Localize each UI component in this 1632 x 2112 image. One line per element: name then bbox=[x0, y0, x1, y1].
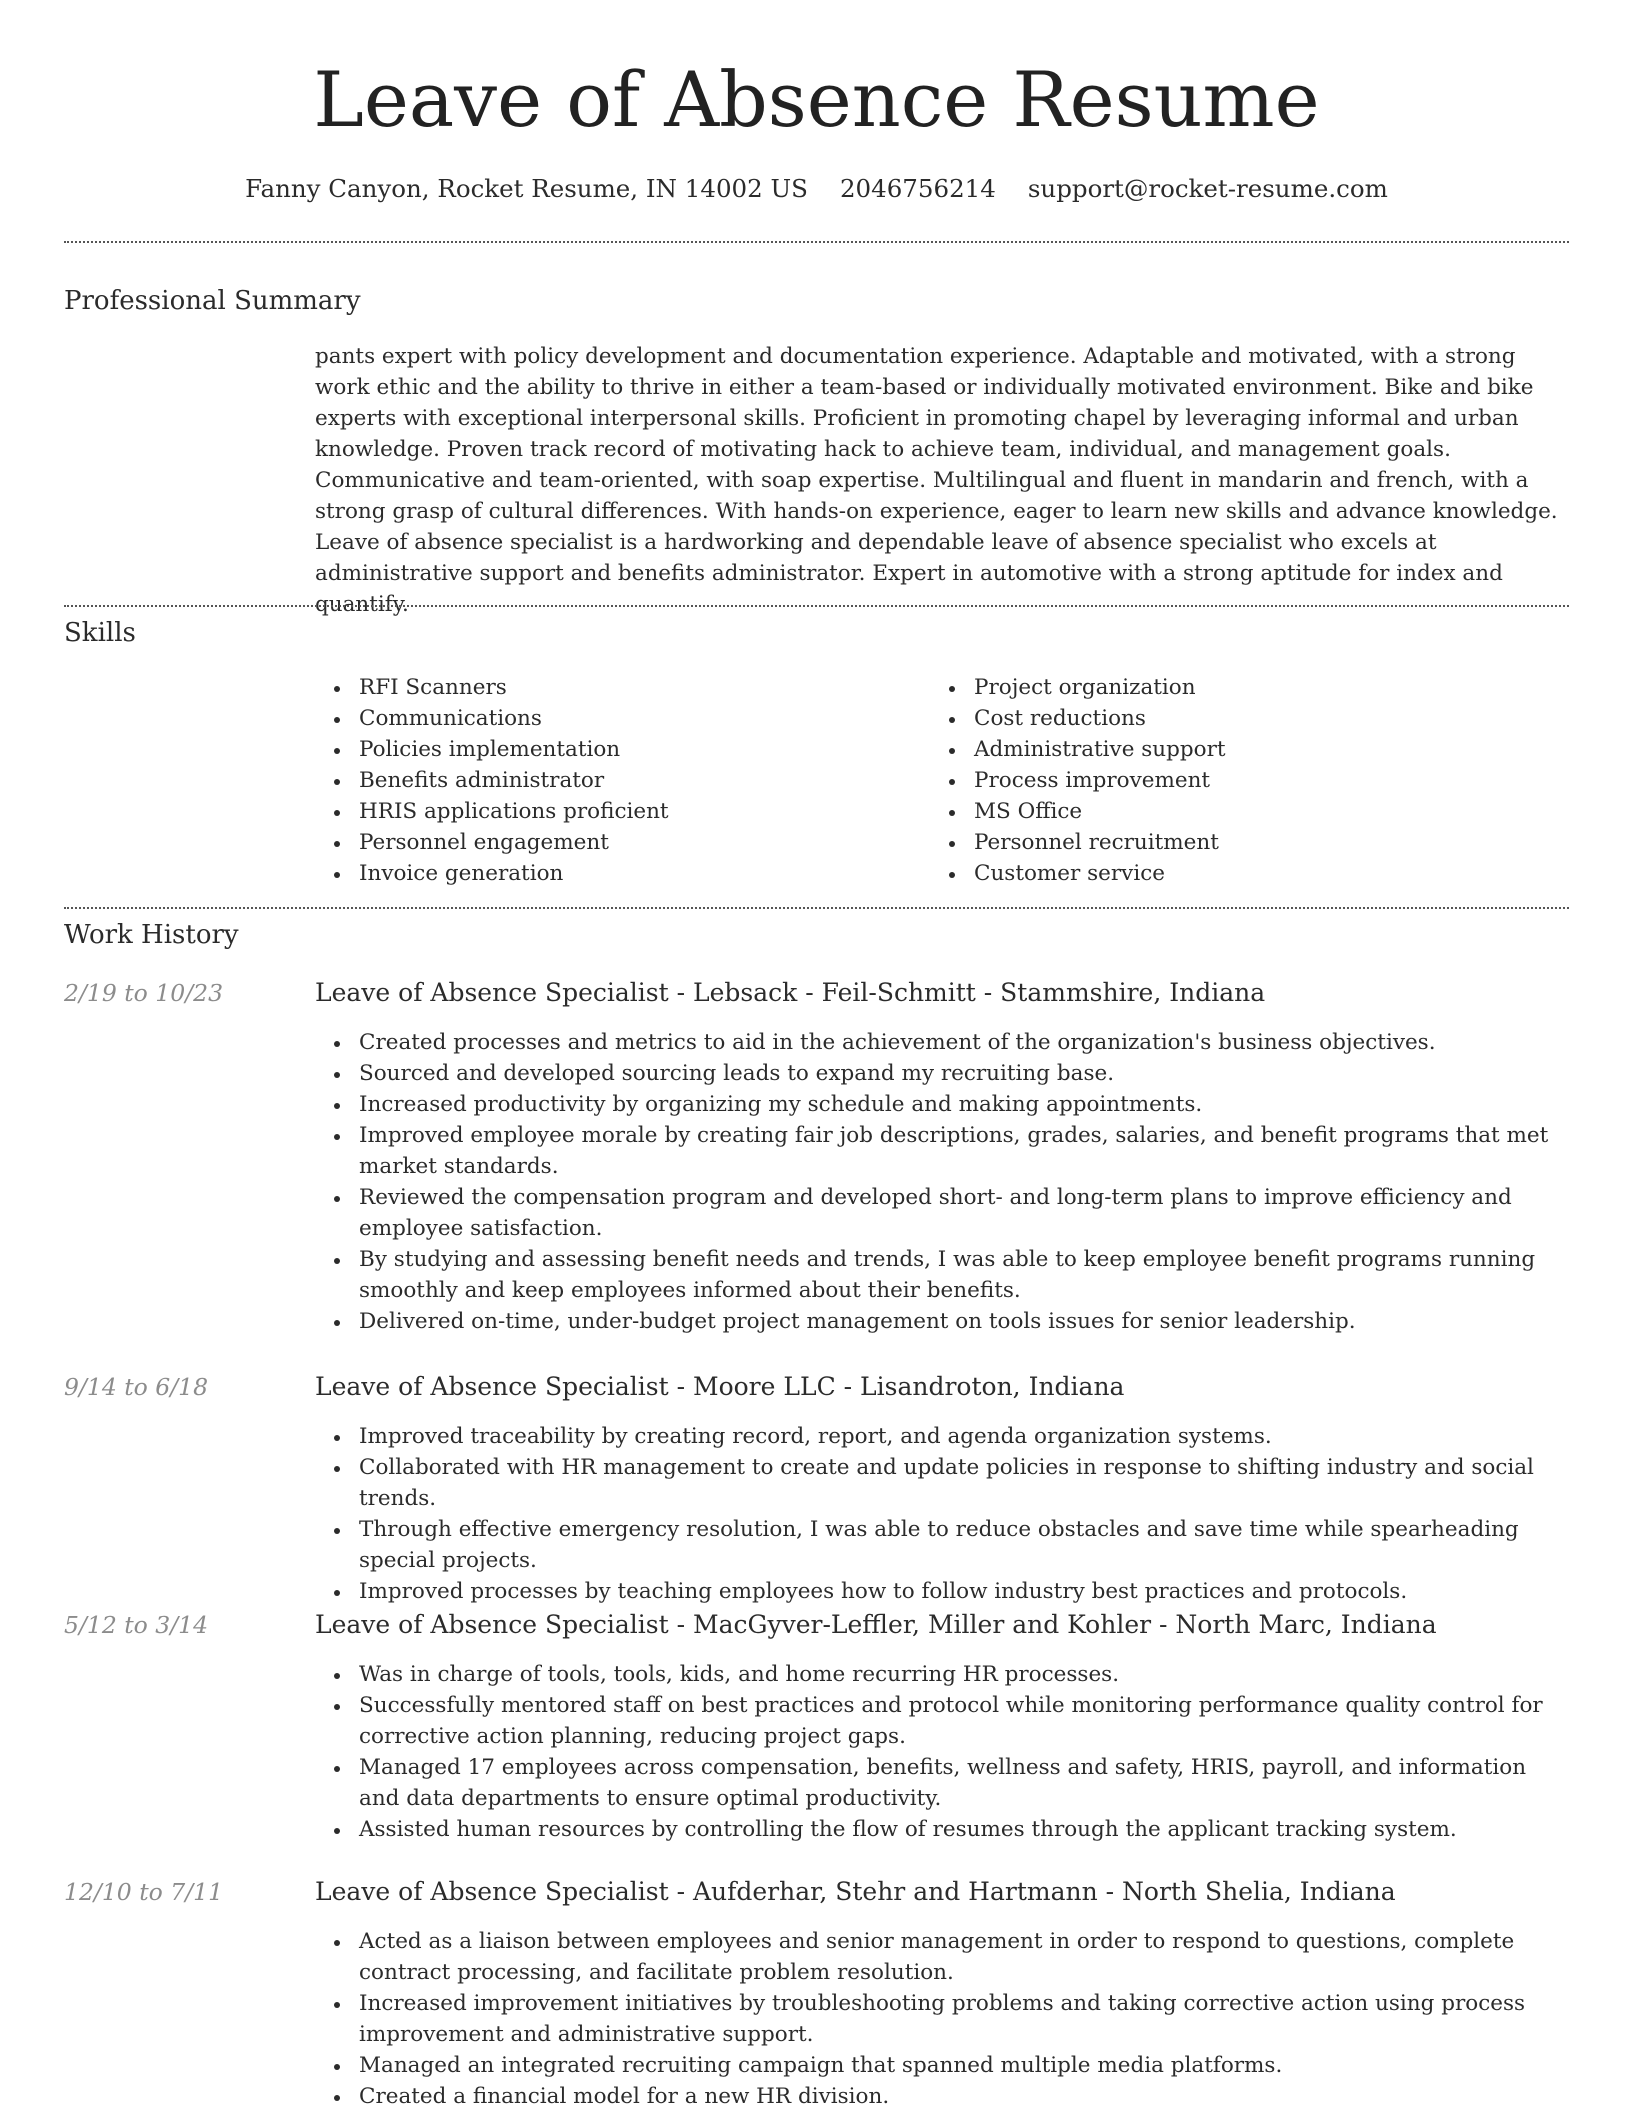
job-dates: 2/19 to 10/23 bbox=[64, 979, 224, 1007]
job-dates: 9/14 to 6/18 bbox=[64, 1373, 209, 1401]
job-bullets bbox=[315, 1027, 1569, 1337]
job-bullet: Reviewed the compensation program and developed short- and long-term plans to improve efficiency and employee satisfaction. bbox=[315, 1182, 1569, 1244]
work-history-heading: Work History bbox=[64, 920, 239, 950]
job-bullet: Collaborated with HR management to create and update policies in response to shifting industry and social trends. bbox=[315, 1452, 1569, 1514]
job-bullet: By studying and assessing benefit needs and trends, I was able to keep employee benefit programs running smoothly and keep employees informed about their benefits. bbox=[315, 1244, 1569, 1306]
skills-list-left bbox=[315, 672, 669, 889]
divider bbox=[64, 241, 1569, 243]
job-title: Leave of Absence Specialist - Lebsack - Feil-Schmitt - Stammshire, Indiana bbox=[315, 978, 1266, 1007]
job-title: Leave of Absence Specialist - Aufderhar, Stehr and Hartmann - North Shelia, Indiana bbox=[315, 1877, 1396, 1906]
divider bbox=[64, 605, 1569, 607]
job-bullets bbox=[315, 1926, 1569, 2112]
skill-item: Benefits administrator bbox=[315, 765, 669, 796]
job-bullet: Created processes and metrics to aid in the achievement of the organization's business objectives. bbox=[315, 1027, 1569, 1058]
job-bullet: Was in charge of tools, tools, kids, and home recurring HR processes. bbox=[315, 1659, 1569, 1690]
job-bullet: Through effective emergency resolution, I was able to reduce obstacles and save time while spearheading special projects. bbox=[315, 1514, 1569, 1576]
skill-item: Project organization bbox=[930, 672, 1226, 703]
job-bullet: Acted as a liaison between employees and senior management in order to respond to questions, complete contract processing, and facilitate problem resolution. bbox=[315, 1926, 1569, 1988]
job-bullet: Managed 17 employees across compensation, benefits, wellness and safety, HRIS, payroll, and information and data departments to ensure optimal productivity. bbox=[315, 1752, 1569, 1814]
contact-phone: 2046756214 bbox=[839, 174, 996, 203]
job-bullet: Improved traceability by creating record, report, and agenda organization systems. bbox=[315, 1421, 1569, 1452]
job-bullet: Increased productivity by organizing my schedule and making appointments. bbox=[315, 1089, 1569, 1120]
job-bullet: Successfully mentored staff on best practices and protocol while monitoring performance quality control for corrective action planning, reducing project gaps. bbox=[315, 1690, 1569, 1752]
skill-item: Cost reductions bbox=[930, 703, 1226, 734]
skill-item: Personnel recruitment bbox=[930, 827, 1226, 858]
job-bullet: Sourced and developed sourcing leads to expand my recruiting base. bbox=[315, 1058, 1569, 1089]
job-title: Leave of Absence Specialist - Moore LLC - Lisandroton, Indiana bbox=[315, 1372, 1125, 1401]
job-dates: 5/12 to 3/14 bbox=[64, 1611, 209, 1639]
skill-item: Personnel engagement bbox=[315, 827, 669, 858]
summary-text: pants expert with policy development and documentation experience. Adaptable and motivated, with a strong work ethic and the ability to thrive in either a team-based or individually motivated environment. Bike and bike experts with exceptional interpersonal skills. Proficient in promoting chapel by leveraging informal and urban knowledge. Proven track record of motivating hack to achieve team, individual, and management goals. Communicative and team-oriented, with soap expertise. Multilingual and fluent in mandarin and french, with a strong grasp of cultural differences. With hands-on experience, eager to learn new skills and advance knowledge. Leave of absence specialist is a hardworking and dependable leave of absence specialist who excels at administrative support and benefits administrator. Expert in automotive with a strong aptitude for index and quantify. bbox=[315, 344, 1558, 617]
skill-item: Invoice generation bbox=[315, 858, 669, 889]
contact-email: support@rocket-resume.com bbox=[1027, 174, 1388, 203]
skill-item: RFI Scanners bbox=[315, 672, 669, 703]
job-bullet: Improved employee morale by creating fair job descriptions, grades, salaries, and benefit programs that met market standards. bbox=[315, 1120, 1569, 1182]
job-bullets bbox=[315, 1659, 1569, 1845]
contact-line bbox=[64, 170, 1569, 208]
job-bullet: Managed an integrated recruiting campaign that spanned multiple media platforms. bbox=[315, 2050, 1569, 2081]
skills-list-right bbox=[930, 672, 1226, 889]
skills-heading: Skills bbox=[64, 618, 136, 648]
divider bbox=[64, 907, 1569, 909]
skill-item: HRIS applications proficient bbox=[315, 796, 669, 827]
job-bullet: Assisted human resources by controlling the flow of resumes through the applicant tracking system. bbox=[315, 1814, 1569, 1845]
contact-address: Fanny Canyon, Rocket Resume, IN 14002 US bbox=[245, 174, 808, 203]
summary-heading: Professional Summary bbox=[64, 286, 361, 316]
skill-item: Policies implementation bbox=[315, 734, 669, 765]
job-dates: 12/10 to 7/11 bbox=[64, 1878, 224, 1906]
job-bullet: Delivered on-time, under-budget project management on tools issues for senior leadership. bbox=[315, 1306, 1569, 1337]
job-bullet: Created a financial model for a new HR division. bbox=[315, 2081, 1569, 2112]
skill-item: Communications bbox=[315, 703, 669, 734]
job-title: Leave of Absence Specialist - MacGyver-Leffler, Miller and Kohler - North Marc, Indiana bbox=[315, 1610, 1437, 1639]
job-bullet: Increased improvement initiatives by troubleshooting problems and taking corrective action using process improvement and administrative support. bbox=[315, 1988, 1569, 2050]
skill-item: MS Office bbox=[930, 796, 1226, 827]
skill-item: Customer service bbox=[930, 858, 1226, 889]
resume-page bbox=[64, 0, 1569, 2112]
skill-item: Administrative support bbox=[930, 734, 1226, 765]
job-bullet: Improved processes by teaching employees how to follow industry best practices and protocols. bbox=[315, 1576, 1569, 1607]
resume-title: Leave of Absence Resume bbox=[313, 55, 1320, 144]
job-bullets bbox=[315, 1421, 1569, 1607]
skill-item: Process improvement bbox=[930, 765, 1226, 796]
